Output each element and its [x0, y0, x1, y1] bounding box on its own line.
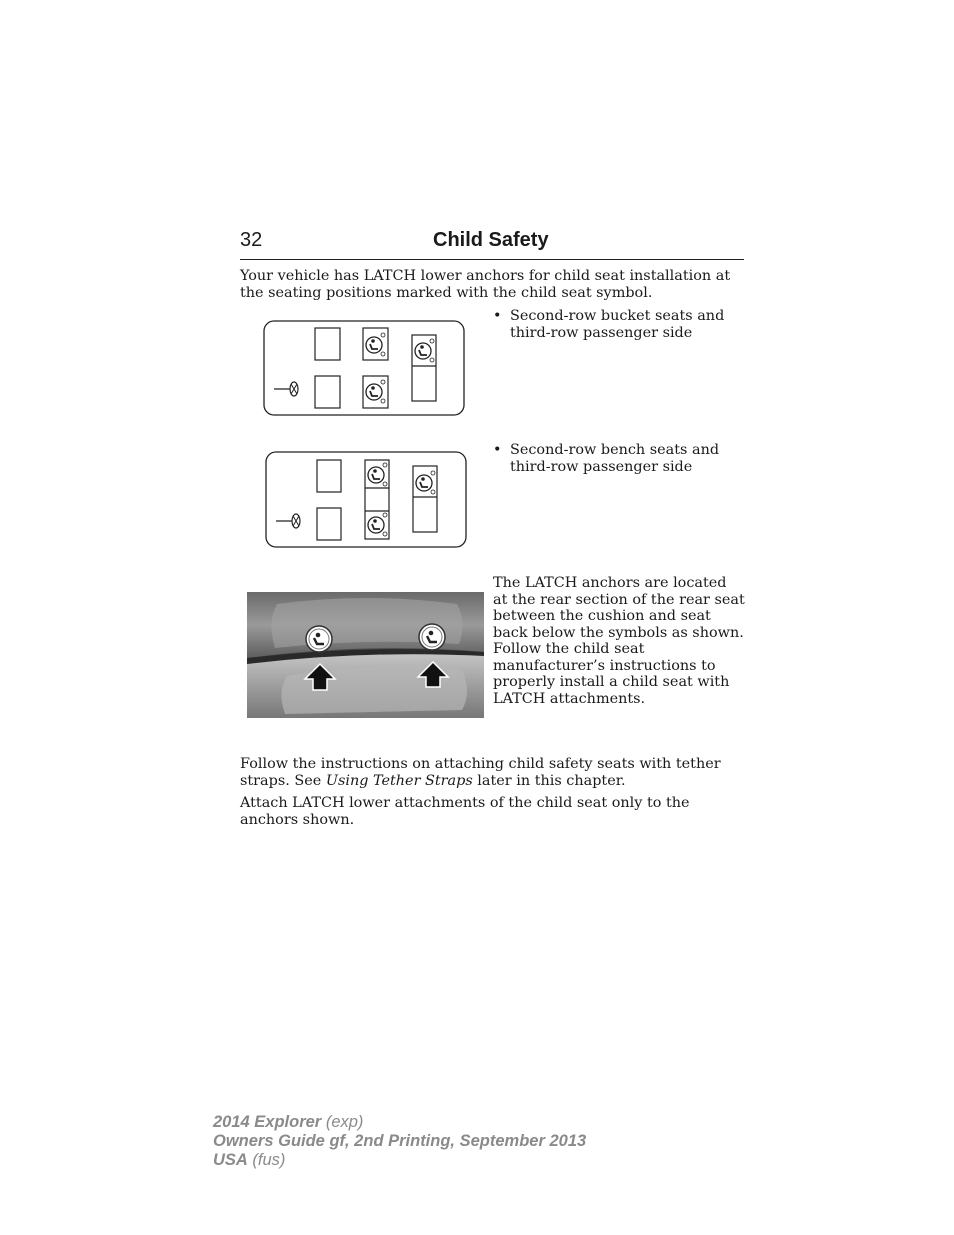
footer-model-code: (exp) [321, 1113, 364, 1131]
bucket-seats-diagram [263, 320, 466, 417]
tether-paragraph [240, 756, 750, 789]
page-header [240, 229, 744, 260]
page-number: 32 [240, 229, 263, 251]
tether-text-before: Follow the instructions on attaching child safety seats with tether straps. See [240, 756, 721, 789]
front-seat-right [317, 460, 341, 492]
bench-seats-caption: Second-row bench seats and third-row passenger side [510, 442, 720, 475]
footer-line-1 [213, 1113, 586, 1132]
section-title: Child Safety [433, 229, 549, 251]
footer-market: USA [213, 1151, 248, 1169]
bench-seats-diagram [265, 451, 468, 549]
footer-edition: Owners Guide gf, 2nd Printing, September 2013 [213, 1132, 587, 1150]
latch-location-paragraph: The LATCH anchors are located at the rear section of the rear seat between the cushion and seat back below the symbols as shown. Follow the child seat manufacturer’s instructions to properly install a child seat with LATCH attachments. [493, 575, 745, 707]
intro-paragraph: Your vehicle has LATCH lower anchors for child seat installation at the seating positions marked with the child seat symbol. [240, 268, 731, 301]
tether-straps-reference: Using Tether Straps [325, 772, 473, 789]
attach-paragraph: Attach LATCH lower attachments of the child seat only to the anchors shown. [240, 795, 690, 828]
footer-market-code: (fus) [247, 1151, 286, 1169]
page-footer [213, 1113, 586, 1170]
footer-line-2 [213, 1132, 586, 1151]
child-seat-icon [419, 624, 445, 650]
front-seat-right [315, 328, 340, 360]
footer-line-3 [213, 1151, 586, 1170]
bullet-dot: • [493, 442, 502, 458]
bullet-dot: • [493, 308, 502, 324]
latch-anchor-photo [247, 592, 484, 718]
child-seat-icon [306, 626, 332, 652]
footer-model: 2014 Explorer [213, 1113, 322, 1131]
front-seat-left [315, 376, 340, 408]
tether-text-after: later in this chapter. [472, 772, 626, 789]
bucket-seats-caption: Second-row bucket seats and third-row passenger side [510, 308, 725, 341]
front-seat-left [317, 508, 341, 540]
